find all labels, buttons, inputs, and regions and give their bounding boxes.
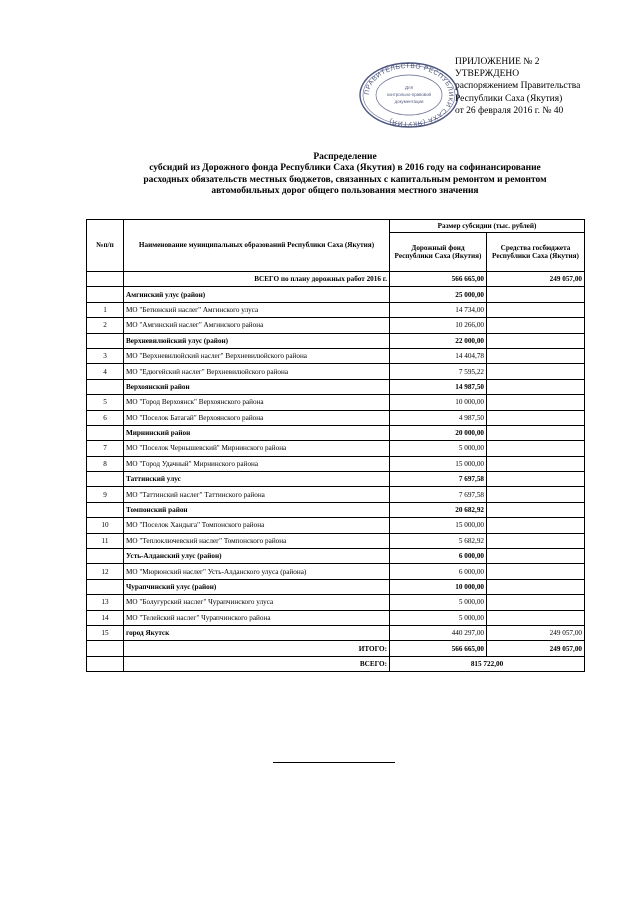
row-number	[87, 333, 124, 348]
row-state-budget	[487, 410, 585, 425]
row-number	[87, 425, 124, 440]
row-name: ВСЕГО по плану дорожных работ 2016 г.	[124, 272, 390, 287]
table-row	[87, 502, 585, 517]
row-road-fund: 20 682,92	[390, 502, 487, 517]
row-name: МО "Телейский наслег" Чурапчинского района	[124, 610, 390, 625]
title-line-3: расходных обязательств местных бюджетов, связанных с капитальным ремонтом и ремонтом	[143, 174, 547, 185]
row-road-fund: 14 987,50	[390, 379, 487, 394]
row-number: 13	[87, 595, 124, 610]
row-road-fund: 566 665,00	[390, 272, 487, 287]
table-row	[87, 625, 585, 640]
row-state-budget	[487, 302, 585, 317]
row-road-fund: 10 000,00	[390, 579, 487, 594]
row-number	[87, 502, 124, 517]
row-name: ИТОГО:	[124, 641, 390, 656]
row-state-budget	[487, 318, 585, 333]
title-line-2: субсидий из Дорожного фонда Республики Саха (Якутия) в 2016 году на софинансирование	[149, 163, 541, 174]
row-state-budget	[487, 287, 585, 302]
row-state-budget	[487, 472, 585, 487]
row-number	[87, 549, 124, 564]
table-row	[87, 533, 585, 548]
row-state-budget	[487, 441, 585, 456]
row-road-fund: 15 000,00	[390, 456, 487, 471]
row-number: 2	[87, 318, 124, 333]
table-row	[87, 456, 585, 471]
row-road-fund: 22 000,00	[390, 333, 487, 348]
row-road-fund: 5 000,00	[390, 441, 487, 456]
row-state-budget: 249 057,00	[487, 272, 585, 287]
appendix-label: ПРИЛОЖЕНИЕ № 2	[455, 57, 540, 67]
table-row	[87, 441, 585, 456]
row-name: МО "Город Верхоянск" Верхоянского района	[124, 395, 390, 410]
table-row	[87, 595, 585, 610]
title-line-1: Распределение	[313, 152, 377, 162]
row-name: Чурапчинский улус (район)	[124, 579, 390, 594]
row-number: 5	[87, 395, 124, 410]
table-row	[87, 487, 585, 502]
row-name: Таттинский улус	[124, 472, 390, 487]
row-state-budget	[487, 533, 585, 548]
row-number: 7	[87, 441, 124, 456]
seal-inner-text-1: Для	[405, 85, 413, 90]
table-row	[87, 379, 585, 394]
grand-total-label: ВСЕГО:	[124, 656, 390, 671]
row-name: МО "Поселок Чернышевский" Мирнинского района	[124, 441, 390, 456]
row-state-budget	[487, 379, 585, 394]
row-name: МО "Город Удачный" Мирнинского района	[124, 456, 390, 471]
row-road-fund: 25 000,00	[390, 287, 487, 302]
table-row	[87, 333, 585, 348]
row-name: МО "Едюгейский наслег" Верхневилюйского района	[124, 364, 390, 379]
row-number: 12	[87, 564, 124, 579]
table-row	[87, 564, 585, 579]
row-name: город Якутск	[124, 625, 390, 640]
row-name: Мирнинский район	[124, 425, 390, 440]
row-road-fund: 4 987,50	[390, 410, 487, 425]
approval-date: от 26 февраля 2016 г. № 40	[455, 105, 564, 116]
row-number	[87, 641, 124, 656]
table-row	[87, 579, 585, 594]
row-number	[87, 472, 124, 487]
row-state-budget	[487, 564, 585, 579]
approval-order: распоряжением Правительства	[455, 81, 581, 92]
row-state-budget	[487, 518, 585, 533]
row-road-fund: 5 000,00	[390, 610, 487, 625]
approval-republic: Республики Саха (Якутия)	[455, 93, 563, 104]
row-name: МО "Амгинский наслег" Амгинского района	[124, 318, 390, 333]
table-row	[87, 641, 585, 656]
table-row	[87, 472, 585, 487]
table-row	[87, 302, 585, 317]
table-row	[87, 364, 585, 379]
table-row	[87, 425, 585, 440]
row-road-fund: 6 000,00	[390, 549, 487, 564]
seal-ring-text: ПРАВИТЕЛЬСТВО РЕСПУБЛИКИ САХА (ЯКУТИЯ)	[363, 62, 455, 128]
table-row	[87, 610, 585, 625]
row-road-fund: 7 697,58	[390, 472, 487, 487]
row-road-fund: 7 595,22	[390, 364, 487, 379]
row-number	[87, 272, 124, 287]
row-state-budget	[487, 487, 585, 502]
row-number: 14	[87, 610, 124, 625]
row-state-budget	[487, 579, 585, 594]
document-title	[60, 152, 630, 197]
approved-label: УТВЕРЖДЕНО	[455, 69, 520, 80]
row-name: МО "Поселок Хандыга" Томпонского района	[124, 518, 390, 533]
row-state-budget	[487, 502, 585, 517]
row-road-fund: 14 404,78	[390, 348, 487, 363]
row-number: 8	[87, 456, 124, 471]
table-row	[87, 410, 585, 425]
row-number	[87, 579, 124, 594]
row-name: Амгинский улус (район)	[124, 287, 390, 302]
grand-total-value: 815 722,00	[390, 656, 585, 671]
row-name: МО "Бетюнский наслег" Амгинского улуса	[124, 302, 390, 317]
row-name: Верхоянский район	[124, 379, 390, 394]
table-row	[87, 287, 585, 302]
row-number: 6	[87, 410, 124, 425]
row-number: 10	[87, 518, 124, 533]
row-road-fund: 15 000,00	[390, 518, 487, 533]
row-name: МО "Болугурский наслег" Чурапчинского улуса	[124, 595, 390, 610]
table-row	[87, 395, 585, 410]
row-number	[87, 287, 124, 302]
table-row	[87, 348, 585, 363]
row-state-budget	[487, 364, 585, 379]
row-name: МО "Теплоключевский наслег" Томпонского района	[124, 533, 390, 548]
row-state-budget	[487, 595, 585, 610]
seal-inner-text-2: контрольно-правовой	[387, 92, 431, 97]
row-number: 9	[87, 487, 124, 502]
row-name: МО "Мюрюнский наслег" Усть-Алданского улуса (района)	[124, 564, 390, 579]
row-name: Усть-Алданский улус (район)	[124, 549, 390, 564]
subsidy-table	[86, 219, 585, 672]
table-body	[87, 272, 585, 657]
table-row	[87, 549, 585, 564]
row-state-budget	[487, 610, 585, 625]
row-state-budget	[487, 425, 585, 440]
header-size: Размер субсидии (тыс. рублей)	[390, 220, 585, 233]
row-number: 4	[87, 364, 124, 379]
seal-inner-text-3: документации	[394, 99, 424, 104]
row-name: МО "Таттинский наслег" Таттинского района	[124, 487, 390, 502]
row-road-fund: 14 734,00	[390, 302, 487, 317]
row-state-budget: 249 057,00	[487, 625, 585, 640]
row-number: 15	[87, 625, 124, 640]
title-line-4: автомобильных дорог общего пользования местного значения	[211, 185, 479, 196]
row-road-fund: 10 000,00	[390, 395, 487, 410]
header-road-fund: Дорожный фонд Республики Саха (Якутия)	[390, 233, 487, 272]
row-name: Томпонский район	[124, 502, 390, 517]
row-state-budget: 249 057,00	[487, 641, 585, 656]
row-name: Верхневилюйский улус (район)	[124, 333, 390, 348]
row-road-fund: 5 682,92	[390, 533, 487, 548]
row-road-fund: 6 000,00	[390, 564, 487, 579]
row-number	[87, 379, 124, 394]
row-state-budget	[487, 549, 585, 564]
row-state-budget	[487, 395, 585, 410]
approval-block	[455, 56, 580, 117]
footer-separator-line	[273, 762, 395, 763]
row-state-budget	[487, 333, 585, 348]
row-name: МО "Поселок Батагай" Верхоянского района	[124, 410, 390, 425]
row-state-budget	[487, 456, 585, 471]
table-row	[87, 518, 585, 533]
official-seal-icon	[358, 62, 460, 128]
table-row	[87, 318, 585, 333]
row-road-fund: 7 697,58	[390, 487, 487, 502]
grand-total-num	[87, 656, 124, 671]
row-road-fund: 20 000,00	[390, 425, 487, 440]
row-road-fund: 440 297,00	[390, 625, 487, 640]
row-road-fund: 5 000,00	[390, 595, 487, 610]
row-road-fund: 10 266,00	[390, 318, 487, 333]
row-state-budget	[487, 348, 585, 363]
row-number: 1	[87, 302, 124, 317]
row-road-fund: 566 665,00	[390, 641, 487, 656]
header-num: №п/п	[87, 220, 124, 272]
header-state-budget: Средства госбюджета Республики Саха (Якутия)	[487, 233, 585, 272]
row-number: 3	[87, 348, 124, 363]
table-row	[87, 272, 585, 287]
row-name: МО "Верхневилюйский наслег" Верхневилюйского района	[124, 348, 390, 363]
row-number: 11	[87, 533, 124, 548]
header-name: Наименование муниципальных образований Республики Саха (Якутия)	[124, 220, 390, 272]
